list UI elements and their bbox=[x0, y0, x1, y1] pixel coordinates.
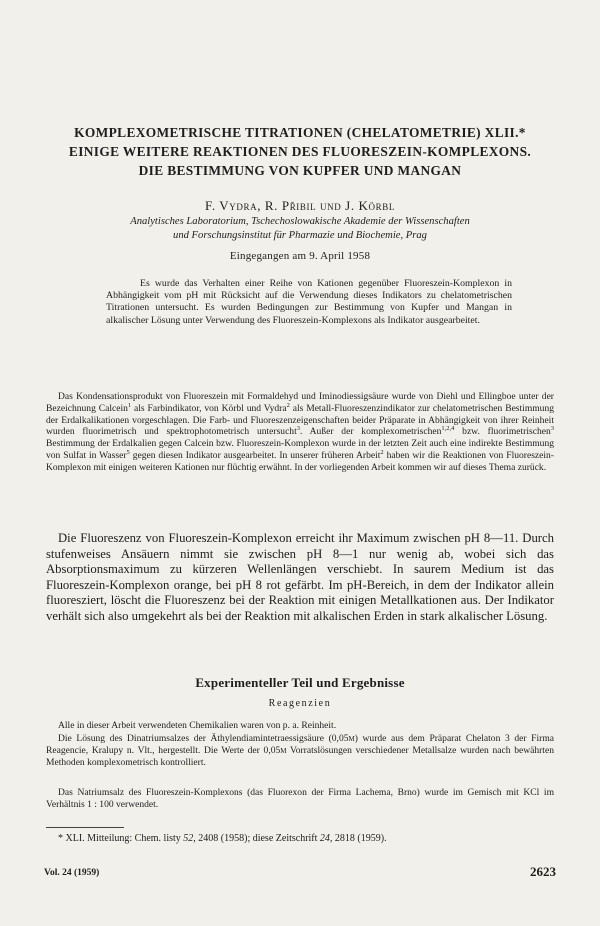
citation: 3 bbox=[550, 425, 554, 433]
citation: 1 bbox=[127, 401, 132, 409]
received-date: Eingegangen am 9. April 1958 bbox=[229, 250, 371, 262]
subsection-heading: Reagenzien bbox=[268, 698, 332, 709]
citation: 3 bbox=[296, 425, 300, 433]
title-line-3: DIE BESTIMMUNG VON KUPFER UND MANGAN bbox=[138, 163, 462, 178]
citation: 2 bbox=[380, 448, 384, 456]
affiliation-line-2: und Forschungsinstitut für Pharmazie und Biochemie, Prag bbox=[173, 230, 427, 241]
reagent-paragraph-1: Alle in dieser Arbeit verwendeten Chemikalien waren von p. a. Reinheit. bbox=[58, 720, 337, 731]
intro-paragraph-1: Das Kondensationsprodukt von Fluoreszein mit Formaldehyd und Iminodiessigsäure wurde von Diehl und Ellingboe unter der Bezeichnung Calcein$^1$ als Farbindikator, von Körbl und Vydra$^2$ als Metall-Fluoreszenzindikator zur chelatometrischen Bestimmung der Erdalkalikationen vorgeschlagen. Die Farb- und Fluoreszenzeigenschaften beider Präparate in Abhängigkeit von ihrer Reinheit wurden fluorimetrisch und spektrophotometrisch untersucht$^3$. Außer der komplexometrischen$^{1,2,4}$ bzw. fluorimetrischen$^3$ Bestimmung der Erdalkalien gegen Calcein bzw. Fluoreszein-Komplexon wurde in der letzten Zeit auch eine indirekte Bestimmung von Sulfat in Wasser$^5$ gegen diesen Indikator ausgearbeitet. In unserer früheren Arbeit$^2$ haben wir die Reaktionen von Fluoreszein-Komplexon mit einigen weiteren Kationen nur flüchtig erwähnt. In der vorliegenden Arbeit kommen wir auf dieses Thema zurück. bbox=[46, 391, 554, 473]
footnote: * XLI. Mitteilung: Chem. listy 52, 2408 (1958); diese Zeitschrift 24, 2818 (1959). bbox=[58, 833, 387, 844]
page-number: 2623 bbox=[530, 864, 556, 879]
intro-paragraph-2: Die Fluoreszenz von Fluoreszein-Komplexon erreicht ihr Maximum zwischen pH 8—11. Durch stufenweises Ansäuern nimmt sie zwischen pH 8—1 nur wenig ab, wobei sich das Absorptionsmaximum zu kürzeren Wellenlängen verschiebt. In saurem Medium ist das Fluoreszein-Komplexon orange, bei pH 8 rot gefärbt. Im pH-Bereich, in dem der Indikator allein fluoresziert, löscht die Fluoreszenz bei der Reaktion mit einigen Metallkationen aus. Der Indikator verhält sich also umgekehrt als bei der Reaktion mit alkalischen Erden in stark alkalischer Lösung. bbox=[46, 531, 554, 623]
reagent-paragraph-3: Das Natriumsalz des Fluoreszein-Komplexons (das Fluorexon der Firma Lachema, Brno) wurde im Gemisch mit KCl im Verhältnis 1 : 100 verwendet. bbox=[46, 787, 554, 810]
citation: 5 bbox=[126, 448, 130, 456]
citation: 1,2,4 bbox=[441, 425, 455, 433]
abstract: Es wurde das Verhalten einer Reihe von Kationen gegenüber Fluoreszein-Komplexon in Abhängigkeit vom pH mit Rücksicht auf die Verwendung dieses Indikators zu chelatometrischen Titrationen untersucht. Es wurden Bedingungen zur Bestimmung von Kupfer und Mangan in alkalischer Lösung unter Verwendung des Fluoreszein-Komplexons als Indikator ausgearbeitet. bbox=[106, 278, 512, 326]
footnote-divider bbox=[46, 827, 124, 828]
title-line-2: EINIGE WEITERE REAKTIONEN DES FLUORESZEIN-KOMPLEXONS. bbox=[68, 144, 532, 159]
citation: 2 bbox=[286, 401, 290, 409]
reagent-paragraph-2: Die Lösung des Dinatriumsalzes der Äthylendiamintetraessigsäure (0,05m) wurde aus dem Präparat Chelaton 3 der Firma Reagencie, Kralupy n. Vlt., hergestellt. Die Werte der 0,05m Vorratslösungen verschiedener Metallsalze wurden nach bewährten Methoden komplexometrisch kontrolliert. bbox=[46, 733, 554, 768]
authors: F. Vydra, R. Přibil und J. Körbl bbox=[205, 198, 395, 213]
title-line-1: KOMPLEXOMETRISCHE TITRATIONEN (CHELATOMETRIE) XLII.* bbox=[74, 125, 526, 140]
journal-volume: Vol. 24 (1959) bbox=[44, 868, 100, 878]
affiliation-line-1: Analytisches Laboratorium, Tschechoslowakische Akademie der Wissenschaften bbox=[130, 216, 470, 227]
section-title: Experimenteller Teil und Ergebnisse bbox=[195, 675, 405, 690]
